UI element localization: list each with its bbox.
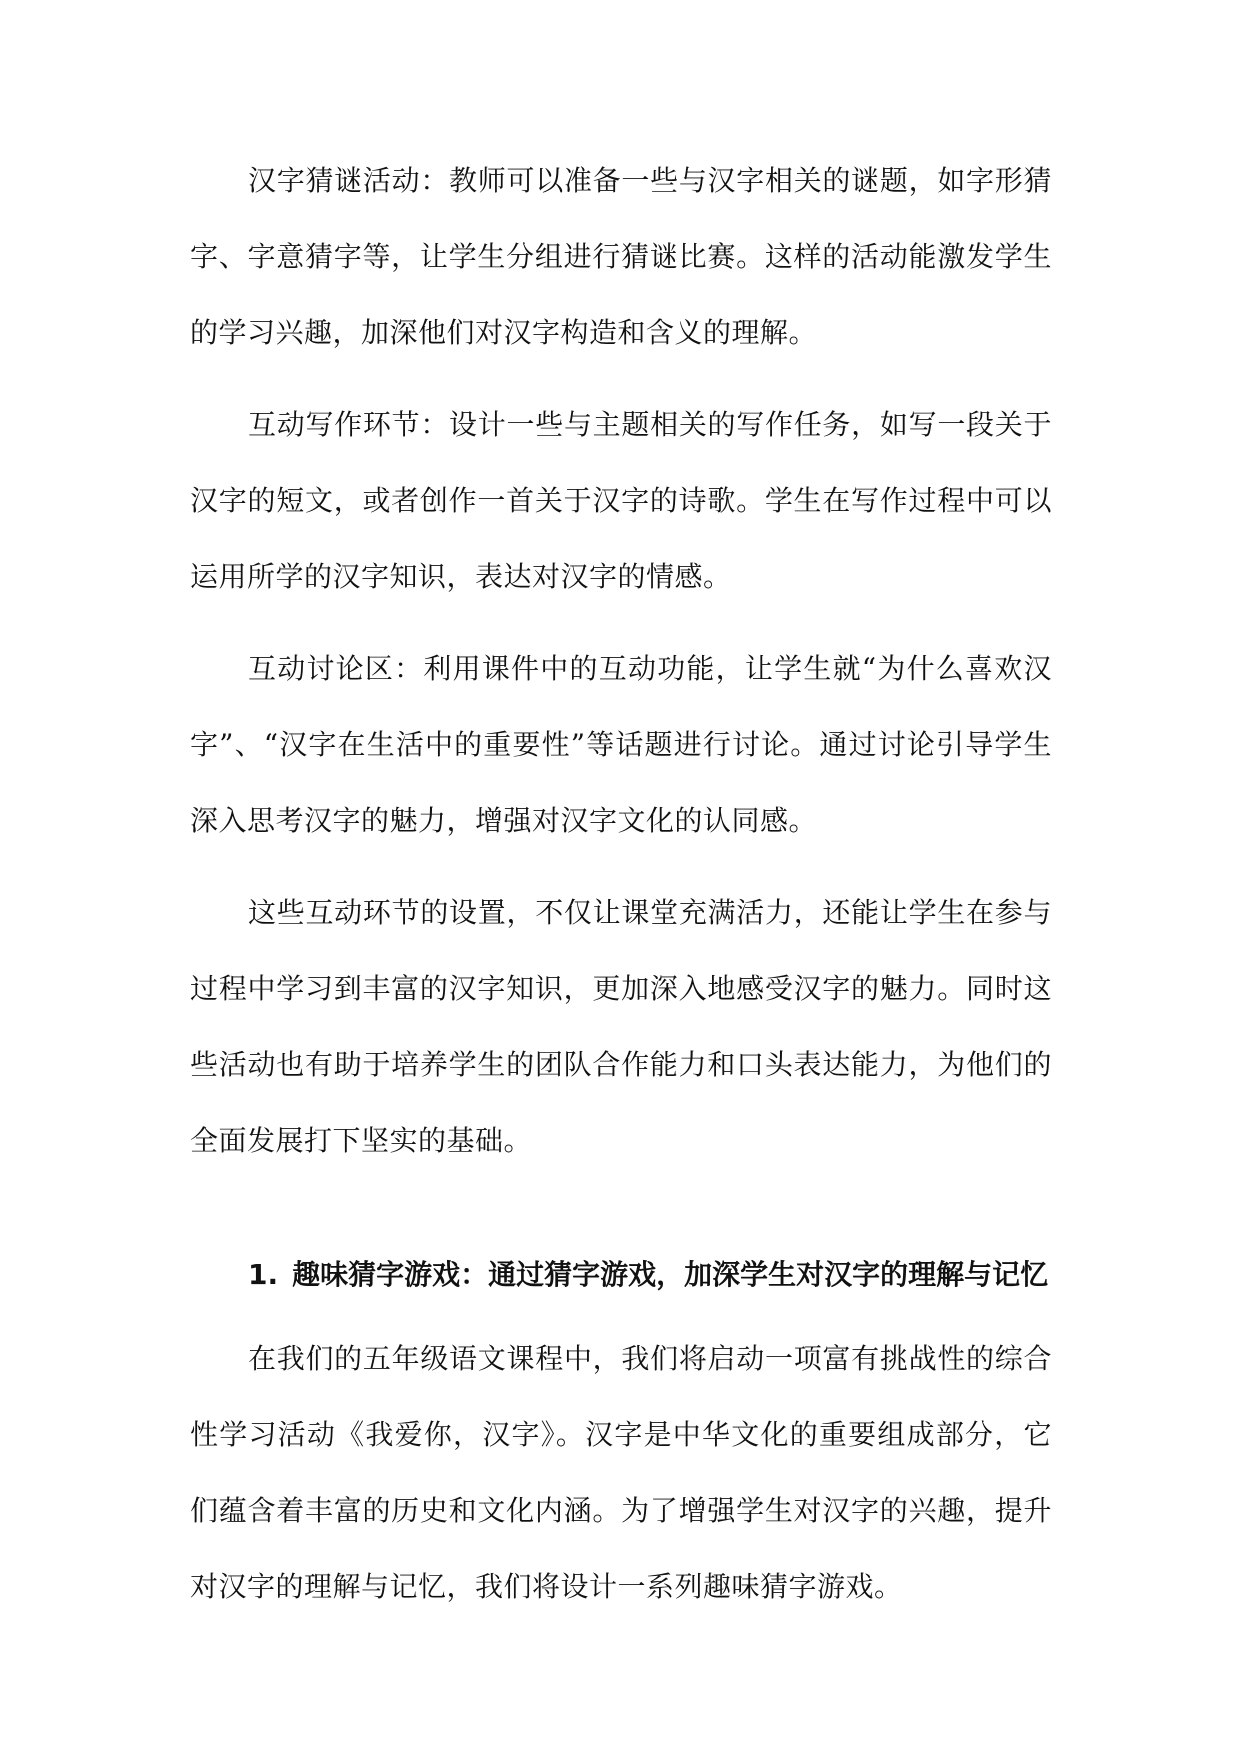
document-body <box>190 143 1052 1641</box>
paragraph-summary: 这些互动环节的设置，不仅让课堂充满活力，还能让学生在参与过程中学习到丰富的汉字知识，更加深入地感受汉字的魅力。同时这些活动也有助于培养学生的团队合作能力和口头表达能力，为他们的全面发展打下坚实的基础。 <box>190 896 1052 1157</box>
paragraph-writing-session: 互动写作环节：设计一些与主题相关的写作任务，如写一段关于汉字的短文，或者创作一首关于汉字的诗歌。学生在写作过程中可以运用所学的汉字知识，表达对汉字的情感。 <box>190 408 1052 593</box>
paragraph-course-intro: 在我们的五年级语文课程中，我们将启动一项富有挑战性的综合性学习活动《我爱你，汉字》。汉字是中华文化的重要组成部分，它们蕴含着丰富的历史和文化内涵。为了增强学生对汉字的兴趣，提升对汉字的理解与记忆，我们将设计一系列趣味猜字游戏。 <box>190 1342 1052 1603</box>
section-heading <box>190 1237 1052 1313</box>
paragraph-discussion-area: 互动讨论区：利用课件中的互动功能，让学生就“为什么喜欢汉字”、“汉字在生活中的重要性”等话题进行讨论。通过讨论引导学生深入思考汉字的魅力，增强对汉字文化的认同感。 <box>190 652 1052 837</box>
section-heading-text: 趣味猜字游戏：通过猜字游戏，加深学生对汉字的理解与记忆 <box>292 1258 1049 1291</box>
paragraph-riddle-activity: 汉字猜谜活动：教师可以准备一些与汉字相关的谜题，如字形猜字、字意猜字等，让学生分组进行猜谜比赛。这样的活动能激发学生的学习兴趣，加深他们对汉字构造和含义的理解。 <box>190 164 1052 349</box>
section-heading-number: 1. <box>248 1258 279 1291</box>
